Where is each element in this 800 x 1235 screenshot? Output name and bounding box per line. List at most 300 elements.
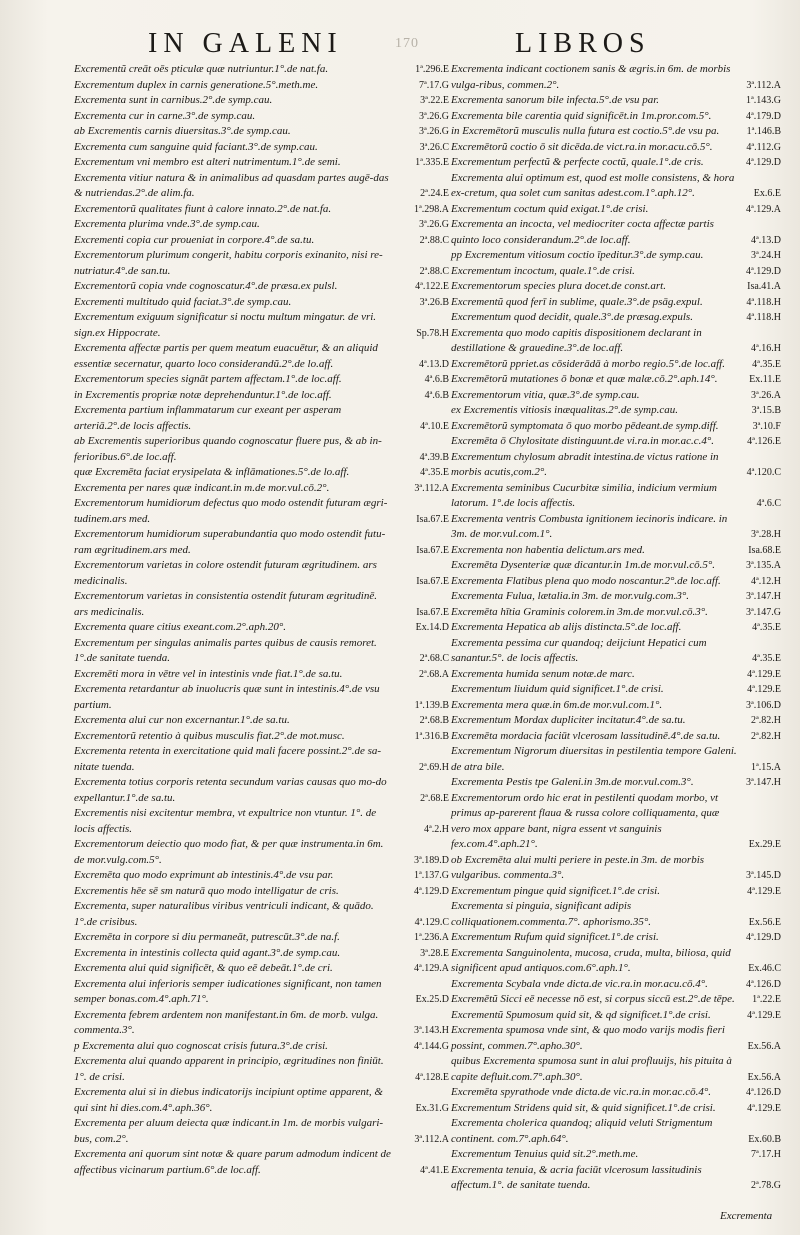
index-entry xyxy=(74,775,449,806)
entry-reference: Ex.29.E xyxy=(748,839,781,850)
index-entry xyxy=(74,977,449,1008)
entry-reference: 4ª.118.H xyxy=(746,312,781,323)
index-entry xyxy=(74,372,449,388)
index-entry xyxy=(451,667,781,683)
index-entry xyxy=(74,620,449,636)
index-entry xyxy=(451,279,781,295)
index-entry xyxy=(451,357,781,373)
index-entry xyxy=(451,202,781,218)
index-column-left xyxy=(74,62,449,1190)
entry-text: Excrementa non habentia delictum.ars med. xyxy=(451,543,645,556)
index-entry xyxy=(451,171,781,202)
index-entry xyxy=(451,93,781,109)
entry-reference: 4ª.129.A xyxy=(746,203,781,215)
entry-text: Excrementa cum sanguine quid faciant.3°.de symp.cau. xyxy=(74,140,318,153)
entry-text: Excrementum Rufum quid significet.1°.de crisi. xyxy=(451,931,659,943)
index-entry xyxy=(74,744,449,775)
index-entry xyxy=(451,977,781,993)
entry-text: Excrementorum deiectio quo modo fiat, & per quæ instrumenta.in 6m. de mor.vulg.com.5°. xyxy=(74,838,384,866)
entry-text: Excrementa Hepatica ab alijs distincta.5°.de loc.aff. xyxy=(451,621,682,633)
entry-text: Excrementum Tenuius quid sit.2°.meth.me. xyxy=(451,1148,639,1160)
index-entry xyxy=(451,109,781,125)
entry-text: Excrementis nisi excitentur membra, vt expultrice non vtuntur. 1°. de locis affectis. xyxy=(74,807,377,835)
entry-reference: Isa.67.E xyxy=(416,575,449,587)
index-entry xyxy=(451,124,781,140)
entry-text: Excrementum duplex in carnis generatione.5°.meth.me. xyxy=(74,78,319,91)
index-entry xyxy=(74,837,449,868)
entry-reference: Ex.25.D xyxy=(415,994,449,1005)
entry-text: Excrementi copia cur proueniat in corpore.4°.de sa.tu. xyxy=(74,233,315,246)
index-entry xyxy=(74,1039,449,1055)
entry-reference: 4ª.35.E xyxy=(752,653,781,664)
index-entry xyxy=(451,248,781,264)
index-entry xyxy=(74,1147,449,1178)
entry-reference: 3ª.112.A xyxy=(414,1133,449,1145)
index-entry xyxy=(74,310,449,341)
entry-text: Excrementa, super naturalibus viribus ventriculi indicant, & quādo. 1°.de crisibus. xyxy=(74,900,374,928)
entry-reference: Isa.68.E xyxy=(748,544,781,556)
entry-text: Excrementa Scybala vnde dicta.de vic.ra.in mor.acu.cō.4°. xyxy=(451,977,708,990)
index-entry xyxy=(451,698,781,714)
entry-reference: 4ª.35.E xyxy=(752,622,781,633)
entry-text: Excrementa indicant coctionem sanis & ægris.in 6m. de morbis vulga-ribus, commen.2°. xyxy=(451,63,731,91)
entry-reference: 3ª.147.H xyxy=(746,777,781,788)
entry-reference: 4ª.129.E xyxy=(747,684,781,695)
index-entry xyxy=(74,667,449,683)
entry-text: Excrementa vitiur natura & in animalibus ad quasdam partes augē-das & nutriendas.2°.de alim.fa. xyxy=(74,171,389,199)
index-entry xyxy=(74,729,449,745)
entry-reference: 4ª.179.D xyxy=(746,110,781,122)
entry-reference: 3ª.26.C xyxy=(419,141,449,153)
entry-text: Excremēta Dysenteriæ quæ dicantur.in 1m.de mor.vul.cō.5°. xyxy=(451,559,715,571)
entry-reference: 4ª.129.D xyxy=(414,885,449,897)
entry-reference: Ex.56.A xyxy=(747,1071,781,1083)
entry-reference: Ex.11.E xyxy=(749,374,781,385)
entry-text: Excrementa sunt in carnibus.2°.de symp.cau. xyxy=(74,94,273,106)
entry-text: pp Excrementum vitiosum coctio īpeditur.3°.de symp.cau. xyxy=(451,249,704,261)
entry-reference: 3ª.22.E xyxy=(420,95,449,106)
entry-reference: 2ª.68.B xyxy=(419,715,449,726)
entry-reference: 2ª.68.A xyxy=(419,668,449,680)
entry-reference: 1ª.143.G xyxy=(746,95,781,106)
index-entry xyxy=(74,124,449,140)
entry-reference: 4ª.129.E xyxy=(747,668,781,680)
index-entry xyxy=(451,326,781,357)
entry-reference: 3ª.26.G xyxy=(419,110,449,122)
entry-text: Excrementum coctum quid exigat.1°.de crisi. xyxy=(451,202,649,215)
entry-text: Excrementa plurima vnde.3°.de symp.cau. xyxy=(74,218,260,230)
entry-text: Excrementa seminibus Cucurbitæ similia, indicium vermium latorum. 1°.de locis affectis. xyxy=(451,481,718,509)
index-entry xyxy=(451,140,781,156)
entry-text: Excrementum liuidum quid significet.1°.de crisi. xyxy=(451,683,664,695)
index-entry xyxy=(74,1008,449,1039)
entry-text: Excrementa ventris Combusta ignitionem iecinoris indicare. in 3m. de mor.vul.com.1°. xyxy=(451,512,728,540)
index-entry xyxy=(451,620,781,636)
page-number: 170 xyxy=(395,36,419,51)
entry-reference: 3ª.15.B xyxy=(751,405,781,416)
entry-text: quibus Excrementa spumosa sunt in alui profluuijs, his pituita à capite defluit.com.7°.aph.30°. xyxy=(451,1055,732,1083)
entry-reference: 2ª.78.G xyxy=(751,1180,781,1191)
index-entry xyxy=(451,1085,781,1101)
index-entry xyxy=(74,1054,449,1085)
index-entry xyxy=(451,543,781,559)
index-entry xyxy=(451,775,781,791)
entry-reference: Ex.14.D xyxy=(415,622,449,633)
entry-text: Excrementa affectæ partis per quem meatum euacuētur, & an aliquid essentiæ secernatur, quarto loco considerandũ.2°.de lo.aff. xyxy=(74,342,378,370)
entry-text: Excrementa totius corporis retenta secundum varias causas quo mo-do expellantur.1°.de sa.tu. xyxy=(74,776,387,804)
entry-reference: 3ª.26.A xyxy=(751,389,781,401)
header-right: LIBROS xyxy=(515,28,651,59)
index-entry xyxy=(74,899,449,930)
index-entry xyxy=(74,496,449,527)
entry-reference: 4ª.129.D xyxy=(746,157,781,168)
index-entry xyxy=(451,512,781,543)
index-entry xyxy=(451,589,781,605)
index-entry xyxy=(74,1085,449,1116)
entry-text: Excremētorũ ppriet.as cōsiderādā à morbo regio.5°.de loc.aff. xyxy=(451,357,725,370)
entry-reference: 3ª.28.H xyxy=(751,529,781,540)
entry-reference: 4ª.122.E xyxy=(415,281,449,292)
index-entry xyxy=(451,264,781,280)
entry-reference: Isa.67.E xyxy=(416,544,449,556)
index-entry xyxy=(74,930,449,946)
index-entry xyxy=(451,884,781,900)
entry-text: quæ Excremēta faciat erysipelata & inflāmationes.5°.de lo.aff. xyxy=(74,466,350,478)
entry-reference: 4ª.16.H xyxy=(751,343,781,354)
entry-reference: 1ª.296.E xyxy=(415,64,449,75)
entry-reference: Ex.56.A xyxy=(747,1040,781,1052)
entry-reference: 7ª.17.G xyxy=(419,79,449,91)
entry-reference: 3ª.112.A xyxy=(414,482,449,494)
entry-reference: 4ª.39.B xyxy=(419,451,449,463)
entry-text: Excremēta ō Chylositate distinguunt.de vi.ra.in mor.ac.c.4°. xyxy=(451,435,715,447)
entry-text: Excrementi multitudo quid faciat.3°.de symp.cau. xyxy=(74,295,292,308)
entry-reference: 2ª.68.E xyxy=(420,792,449,804)
entry-reference: 2ª.24.E xyxy=(420,188,449,199)
entry-reference: 3ª.10.F xyxy=(752,420,781,432)
entry-reference: 4ª.13.D xyxy=(419,358,449,370)
entry-reference: 3ª.26.G xyxy=(419,219,449,230)
index-entry xyxy=(451,744,781,775)
index-entry xyxy=(74,636,449,667)
entry-reference: Ex.6.E xyxy=(753,188,781,199)
entry-text: Excrementorum species plura docet.de const.art. xyxy=(451,280,666,292)
entry-text: Excrementis hēe sē sm naturā quo modo intelligatur de cris. xyxy=(74,884,339,897)
entry-text: Excrementa humida senum notæ.de marc. xyxy=(451,667,635,680)
entry-text: Excrementum chylosum abradit intestina.de victus ratione in morbis acutis,com.2°. xyxy=(451,450,719,478)
entry-reference: 4ª.129.E xyxy=(747,1009,781,1021)
entry-text: Excrementa mera quæ.in 6m.de mor.vul.com.1°. xyxy=(451,698,663,711)
entry-text: Excremēta in corpore si diu permaneāt, putrescūt.3°.de na.f. xyxy=(74,931,340,943)
entry-text: Excrementum per singulas animalis partes quibus de causis remoret. 1°.de sanitate tuenda. xyxy=(74,636,377,664)
entry-reference: 1ª.139.B xyxy=(414,699,449,711)
entry-text: Excrementum perfectũ & perfecte coctũ, quale.1°.de cris. xyxy=(451,156,704,168)
index-entry xyxy=(74,341,449,372)
entry-reference: 3ª.147.G xyxy=(746,606,781,618)
entry-reference: 3ª.147.H xyxy=(746,591,781,602)
index-entry xyxy=(74,884,449,900)
index-entry xyxy=(451,729,781,745)
index-entry xyxy=(74,279,449,295)
entry-text: in Excremētorũ musculis nulla futura est coctio.5°.de vsu pa. xyxy=(451,125,720,137)
entry-text: ab Excrementis carnis diuersitas.3°.de symp.cau. xyxy=(74,125,291,137)
index-entry xyxy=(74,403,449,434)
index-entry xyxy=(74,434,449,465)
index-entry xyxy=(451,853,781,884)
entry-text: Excrementa partium inflammatarum cur exeant per asperam arteriā.2°.de locis affectis. xyxy=(74,404,342,432)
index-entry xyxy=(451,605,781,621)
entry-reference: 3ª.145.D xyxy=(746,870,781,881)
index-entry xyxy=(451,1101,781,1117)
index-entry xyxy=(451,713,781,729)
entry-reference: 3ª.24.H xyxy=(751,250,781,261)
entry-text: Excrementa retenta in exercitatione quid mali facere possint.2°.de sa-nitate tuenda. xyxy=(74,745,382,773)
entry-reference: 7ª.17.H xyxy=(751,1149,781,1160)
catchword: Excrementa xyxy=(720,1210,773,1222)
entry-reference: 4ª.35.E xyxy=(420,467,449,478)
entry-text: Excrementa per nares quæ indicant.in m.de mor.vul.cō.2°. xyxy=(74,481,330,494)
entry-text: Excrementorum humidiorum defectus quo modo ostendit futuram ægri-tudinem.ars med. xyxy=(74,497,388,525)
index-column-right xyxy=(451,62,781,1191)
entry-text: Excrementum Stridens quid sit, & quid significet.1°.de crisi. xyxy=(451,1101,716,1114)
index-entry xyxy=(74,248,449,279)
index-entry xyxy=(451,1147,781,1163)
entry-reference: 4ª.112.G xyxy=(746,141,781,153)
index-entry xyxy=(451,574,781,590)
entry-reference: 4ª.35.E xyxy=(752,358,781,370)
index-entry xyxy=(74,233,449,249)
entry-reference: 2ª.88.C xyxy=(419,265,449,277)
entry-reference: Ex.60.B xyxy=(748,1133,781,1145)
entry-text: Excrementorum humidiorum superabundantia quo modo ostendit futu-ram ægritudinem.ars med. xyxy=(74,528,386,556)
entry-text: Excremētorũ mutationes ō bonæ et quæ malæ.cō.2°.aph.14°. xyxy=(451,373,718,385)
entry-reference: 4ª.13.D xyxy=(751,234,781,246)
entry-text: Excrementa Pestis tpe Galeni.in 3m.de mor.vul.com.3°. xyxy=(451,776,694,788)
entry-reference: Isa.41.A xyxy=(747,281,781,292)
entry-reference: 4ª.144.G xyxy=(414,1040,449,1052)
index-entry xyxy=(74,217,449,233)
entry-text: Excrementa quare citius exeant.com.2°.aph.20°. xyxy=(74,621,287,633)
index-entry xyxy=(74,109,449,125)
entry-reference: 1ª.236.A xyxy=(414,932,449,943)
index-entry xyxy=(451,403,781,419)
entry-reference: 2ª.82.H xyxy=(751,715,781,726)
index-entry xyxy=(74,388,449,404)
entry-reference: 4ª.126.D xyxy=(746,1087,781,1098)
entry-reference: 4ª.128.E xyxy=(415,1071,449,1083)
entry-text: Excrementa febrem ardentem non manifestant.in 6m. de morb. vulga. commenta.3°. xyxy=(74,1008,379,1036)
entry-reference: 3ª.143.H xyxy=(414,1025,449,1036)
entry-text: Excrementa Sanguinolenta, mucosa, cruda, multa, biliosa, quid significent apud antiquos.com.6°.aph.1°. xyxy=(451,946,731,974)
index-entry xyxy=(74,171,449,202)
entry-reference: 4ª.129.E xyxy=(747,1102,781,1114)
index-entry xyxy=(74,589,449,620)
entry-text: Excrementum quod decidit, quale.3°.de præsag.expuls. xyxy=(451,311,693,323)
index-entry xyxy=(74,1116,449,1147)
entry-reference: 3ª.26.G xyxy=(419,126,449,137)
index-entry xyxy=(451,558,781,574)
entry-reference: 4ª.126.E xyxy=(747,436,781,447)
entry-reference: Isa.67.E xyxy=(416,513,449,525)
entry-text: Excrementũ quod ferī in sublime, quale.3°.de psāg.expul. xyxy=(451,295,703,308)
entry-text: Excrementum incoctum, quale.1°.de crisi. xyxy=(451,264,635,277)
index-entry xyxy=(74,946,449,962)
index-entry xyxy=(451,1163,781,1194)
index-entry xyxy=(451,372,781,388)
entry-reference: 4ª.129.D xyxy=(746,265,781,277)
index-entry xyxy=(451,62,781,93)
index-entry xyxy=(451,295,781,311)
entry-reference: Sp.78.H xyxy=(416,327,449,339)
entry-text: Excrementum Nigrorum diuersitas in pestilentia tempore Galeni. de atra bile. xyxy=(451,745,737,773)
entry-text: Excrementũ Spumosum quid sit, & qd significet.1°.de crisi. xyxy=(451,1008,711,1021)
entry-text: Excrementorũ retentio à quibus musculis fiat.2°.de mot.musc. xyxy=(74,729,345,742)
entry-reference: 4ª.6.B xyxy=(424,389,449,401)
index-entry xyxy=(74,140,449,156)
entry-text: Excrementa per aluum deiecta quæ indicant.in 1m. de morbis vulgari-bus, com.2°. xyxy=(74,1117,384,1145)
entry-text: Excremēta spyrathode vnde dicta.de vic.ra.in mor.ac.cō.4°. xyxy=(451,1086,711,1098)
index-entry xyxy=(74,465,449,481)
entry-reference: 4ª.6.C xyxy=(756,498,781,509)
index-entry xyxy=(451,1116,781,1147)
index-entry xyxy=(451,636,781,667)
entry-reference: 3ª.135.A xyxy=(746,560,781,571)
entry-text: Excrementa alui quid significēt, & quo eē debeāt.1°.de cri. xyxy=(74,962,333,974)
entry-text: ab Excrementis superioribus quando cognoscatur fluere pus, & ab in-ferioribus.6°.de loc.aff. xyxy=(74,435,382,463)
index-entry xyxy=(74,62,449,78)
entry-reference: Ex.31.G xyxy=(415,1102,449,1114)
index-entry xyxy=(451,450,781,481)
entry-reference: 2ª.88.C xyxy=(419,234,449,246)
entry-text: Excrementa pessima cur quandoq; deijciunt Hepatici cum sanantur.5°. de locis affectis. xyxy=(451,636,707,664)
entry-reference: 4ª.129.A xyxy=(414,963,449,974)
index-entry xyxy=(451,946,781,977)
entry-reference: 4ª.12.H xyxy=(751,575,781,587)
index-entry xyxy=(451,481,781,512)
entry-reference: 4ª.129.E xyxy=(747,885,781,897)
index-entry xyxy=(451,310,781,326)
entry-text: Excrementorũ copia vnde cognoscatur.4°.de præsa.ex pulsl. xyxy=(74,280,338,292)
entry-reference: 4ª.2.H xyxy=(424,823,449,835)
index-entry xyxy=(451,1054,781,1085)
entry-reference: 4ª.129.C xyxy=(414,916,449,928)
entry-reference: 1ª.335.E xyxy=(415,157,449,168)
entry-reference: 1ª.146.B xyxy=(746,126,781,137)
index-entry xyxy=(74,78,449,94)
entry-reference: 1ª.15.A xyxy=(751,761,781,773)
index-entry xyxy=(74,558,449,589)
entry-reference: 1ª.137.G xyxy=(414,870,449,881)
index-entry xyxy=(451,930,781,946)
index-entry xyxy=(74,93,449,109)
entry-reference: 3ª.112.A xyxy=(746,79,781,91)
index-entry xyxy=(451,1023,781,1054)
entry-reference: Ex.56.E xyxy=(748,916,781,928)
entry-text: Excrementorum plurimum congerit, habitu corporis exinanito, nisi re-nutriatur.4°.de san.tu. xyxy=(74,249,383,277)
entry-text: Excrementa sanorum bile infecta.5°.de vsu par. xyxy=(451,94,660,106)
entry-reference: 4ª.6.B xyxy=(424,374,449,385)
entry-reference: 2ª.82.H xyxy=(751,730,781,742)
entry-text: Excrementorum ordo hic erat in pestilenti quodam morbo, vt primus ap-parerent flaua & russa colore colliquamenta, quæ vero mox appare bant, nigra essent vt sanguinis fex.com.4°.aph.21°. xyxy=(451,791,720,850)
entry-reference: 2ª.69.H xyxy=(419,761,449,773)
index-entry xyxy=(451,419,781,435)
entry-text: Excremētorũ symptomata ō quo morbo pēdeant.de symp.diff. xyxy=(451,419,719,432)
entry-text: Excremēta quo modo exprimunt ab intestinis.4°.de vsu par. xyxy=(74,869,334,881)
entry-reference: 2ª.68.C xyxy=(419,653,449,664)
entry-text: Excrementũ creāt oēs pticulæ quæ nutriuntur.1°.de nat.fa. xyxy=(74,63,329,75)
entry-text: Excrementa Fulua, lætalia.in 3m. de mor.vulg.com.3°. xyxy=(451,590,690,602)
index-entry xyxy=(74,806,449,837)
entry-reference: 4ª.120.C xyxy=(746,467,781,478)
entry-reference: 4ª.118.H xyxy=(746,296,781,308)
entry-text: Excrementa bile carentia quid significēt.in 1m.pror.com.5°. xyxy=(451,109,712,122)
index-entry xyxy=(451,388,781,404)
index-entry xyxy=(451,155,781,171)
index-entry xyxy=(74,961,449,977)
entry-text: Excrementa spumosa vnde sint, & quo modo varijs modis fieri possint, commen.7°.apho.30°. xyxy=(451,1024,725,1052)
entry-text: Excrementum vni membro est alteri nutrimentum.1°.de semi. xyxy=(74,156,341,168)
entry-text: Excrementa alui cur non excernantur.1°.de sa.tu. xyxy=(74,714,290,726)
entry-text: Excremēta mordacia faciūt vlcerosam lassitudinē.4°.de sa.tu. xyxy=(451,729,721,742)
entry-text: Excrementa retardantur ab inuolucris quæ sunt in intestinis.4°.de vsu partium. xyxy=(74,683,380,711)
entry-text: Excrementum exiguum significatur si noctu multum mingatur. de vri. sign.ex Hippocrate. xyxy=(74,311,377,339)
entry-text: Excrementa alui inferioris semper iudicationes significant, non tamen semper bonas.com.4°.aph.71°. xyxy=(74,977,382,1005)
entry-text: Excrementum pingue quid significet.1°.de crisi. xyxy=(451,884,660,897)
entry-text: Excrementa alui optimum est, quod est molle consistens, & hora ex-cretum, qua solet cum sanitas adest.com.1°.aph.12°. xyxy=(451,171,735,199)
entry-reference: 1ª.22.E xyxy=(752,994,781,1005)
entry-text: ex Excrementis vitiosis inæqualitas.2°.de symp.cau. xyxy=(451,404,679,416)
entry-text: Excrementa ani quorum sint notæ & quare parum admodum indicent de affectibus vicinarum partium.6°.de loc.aff. xyxy=(74,1148,391,1176)
index-entry xyxy=(451,992,781,1008)
entry-text: Excremētorũ coctio ō sit dicēda.de vict.ra.in mor.acu.cō.5°. xyxy=(451,140,713,153)
entry-text: Excrementorum varietas in colore ostendit futuram ægritudinem. ars medicinalis. xyxy=(74,559,377,587)
entry-text: Excremētũ Sicci eē necesse nō est, si corpus siccū est.2°.de tēpe. xyxy=(451,993,735,1005)
index-entry xyxy=(74,682,449,713)
index-entry xyxy=(74,868,449,884)
header-left: IN GALENI xyxy=(148,28,343,59)
entry-reference: 4ª.129.D xyxy=(746,932,781,943)
index-entry xyxy=(74,295,449,311)
entry-reference: 4ª.41.E xyxy=(420,1164,449,1176)
entry-text: Excrementa cholerica quandoq; aliquid veluti Strigmentum continent. com.7°.aph.64°. xyxy=(451,1117,713,1145)
entry-reference: 3ª.189.D xyxy=(414,854,449,866)
entry-text: Excrementa quo modo capitis dispositionem declarant in destillatione & grauedine.3°.de loc.aff. xyxy=(451,326,702,354)
index-entry xyxy=(74,481,449,497)
entry-reference: 3ª.26.B xyxy=(419,296,449,308)
entry-text: Excrementorum vitia, quæ.3°.de symp.cau. xyxy=(451,388,640,401)
entry-reference: 3ª.28.E xyxy=(420,947,449,959)
entry-text: Excrementa alui quando apparent in principio, ægritudines non finiūt. 1°. de crisi. xyxy=(74,1055,384,1083)
entry-text: ob Excremēta alui multi periere in peste.in 3m. de morbis vulgaribus. commenta.3°. xyxy=(451,853,705,881)
index-entry xyxy=(451,899,781,930)
entry-reference: Ex.46.C xyxy=(748,963,781,974)
entry-reference: 1ª.316.B xyxy=(414,730,449,742)
entry-text: Excrementa Flatibus plena quo modo noscantur.2°.de loc.aff. xyxy=(451,574,721,587)
entry-text: Excremēta hītia Graminis colorem.in 3m.de mor.vul.cō.3°. xyxy=(451,605,708,618)
entry-text: Excrementa in intestinis collecta quid agant.3°.de symp.cau. xyxy=(74,946,341,959)
entry-reference: 3ª.106.D xyxy=(746,699,781,711)
entry-text: Excrementa si pinguia, significant adipis colliquationem.commenta.7°. aphorismo.35°. xyxy=(451,900,652,928)
index-entry xyxy=(451,434,781,450)
entry-reference: Isa.67.E xyxy=(416,606,449,618)
entry-reference: 1ª.298.A xyxy=(414,203,449,215)
entry-reference: 4ª.126.D xyxy=(746,978,781,990)
entry-text: Excrementum Mordax dupliciter incitatur.4°.de sa.tu. xyxy=(451,714,686,726)
entry-text: Excrementa cur in carne.3°.de symp.cau. xyxy=(74,109,256,122)
entry-text: Excrementa tenuia, & acria faciūt vlcerosum lassitudinis affectum.1°. de sanitate tuenda. xyxy=(451,1163,702,1191)
index-entry xyxy=(451,791,781,853)
index-entry xyxy=(74,155,449,171)
